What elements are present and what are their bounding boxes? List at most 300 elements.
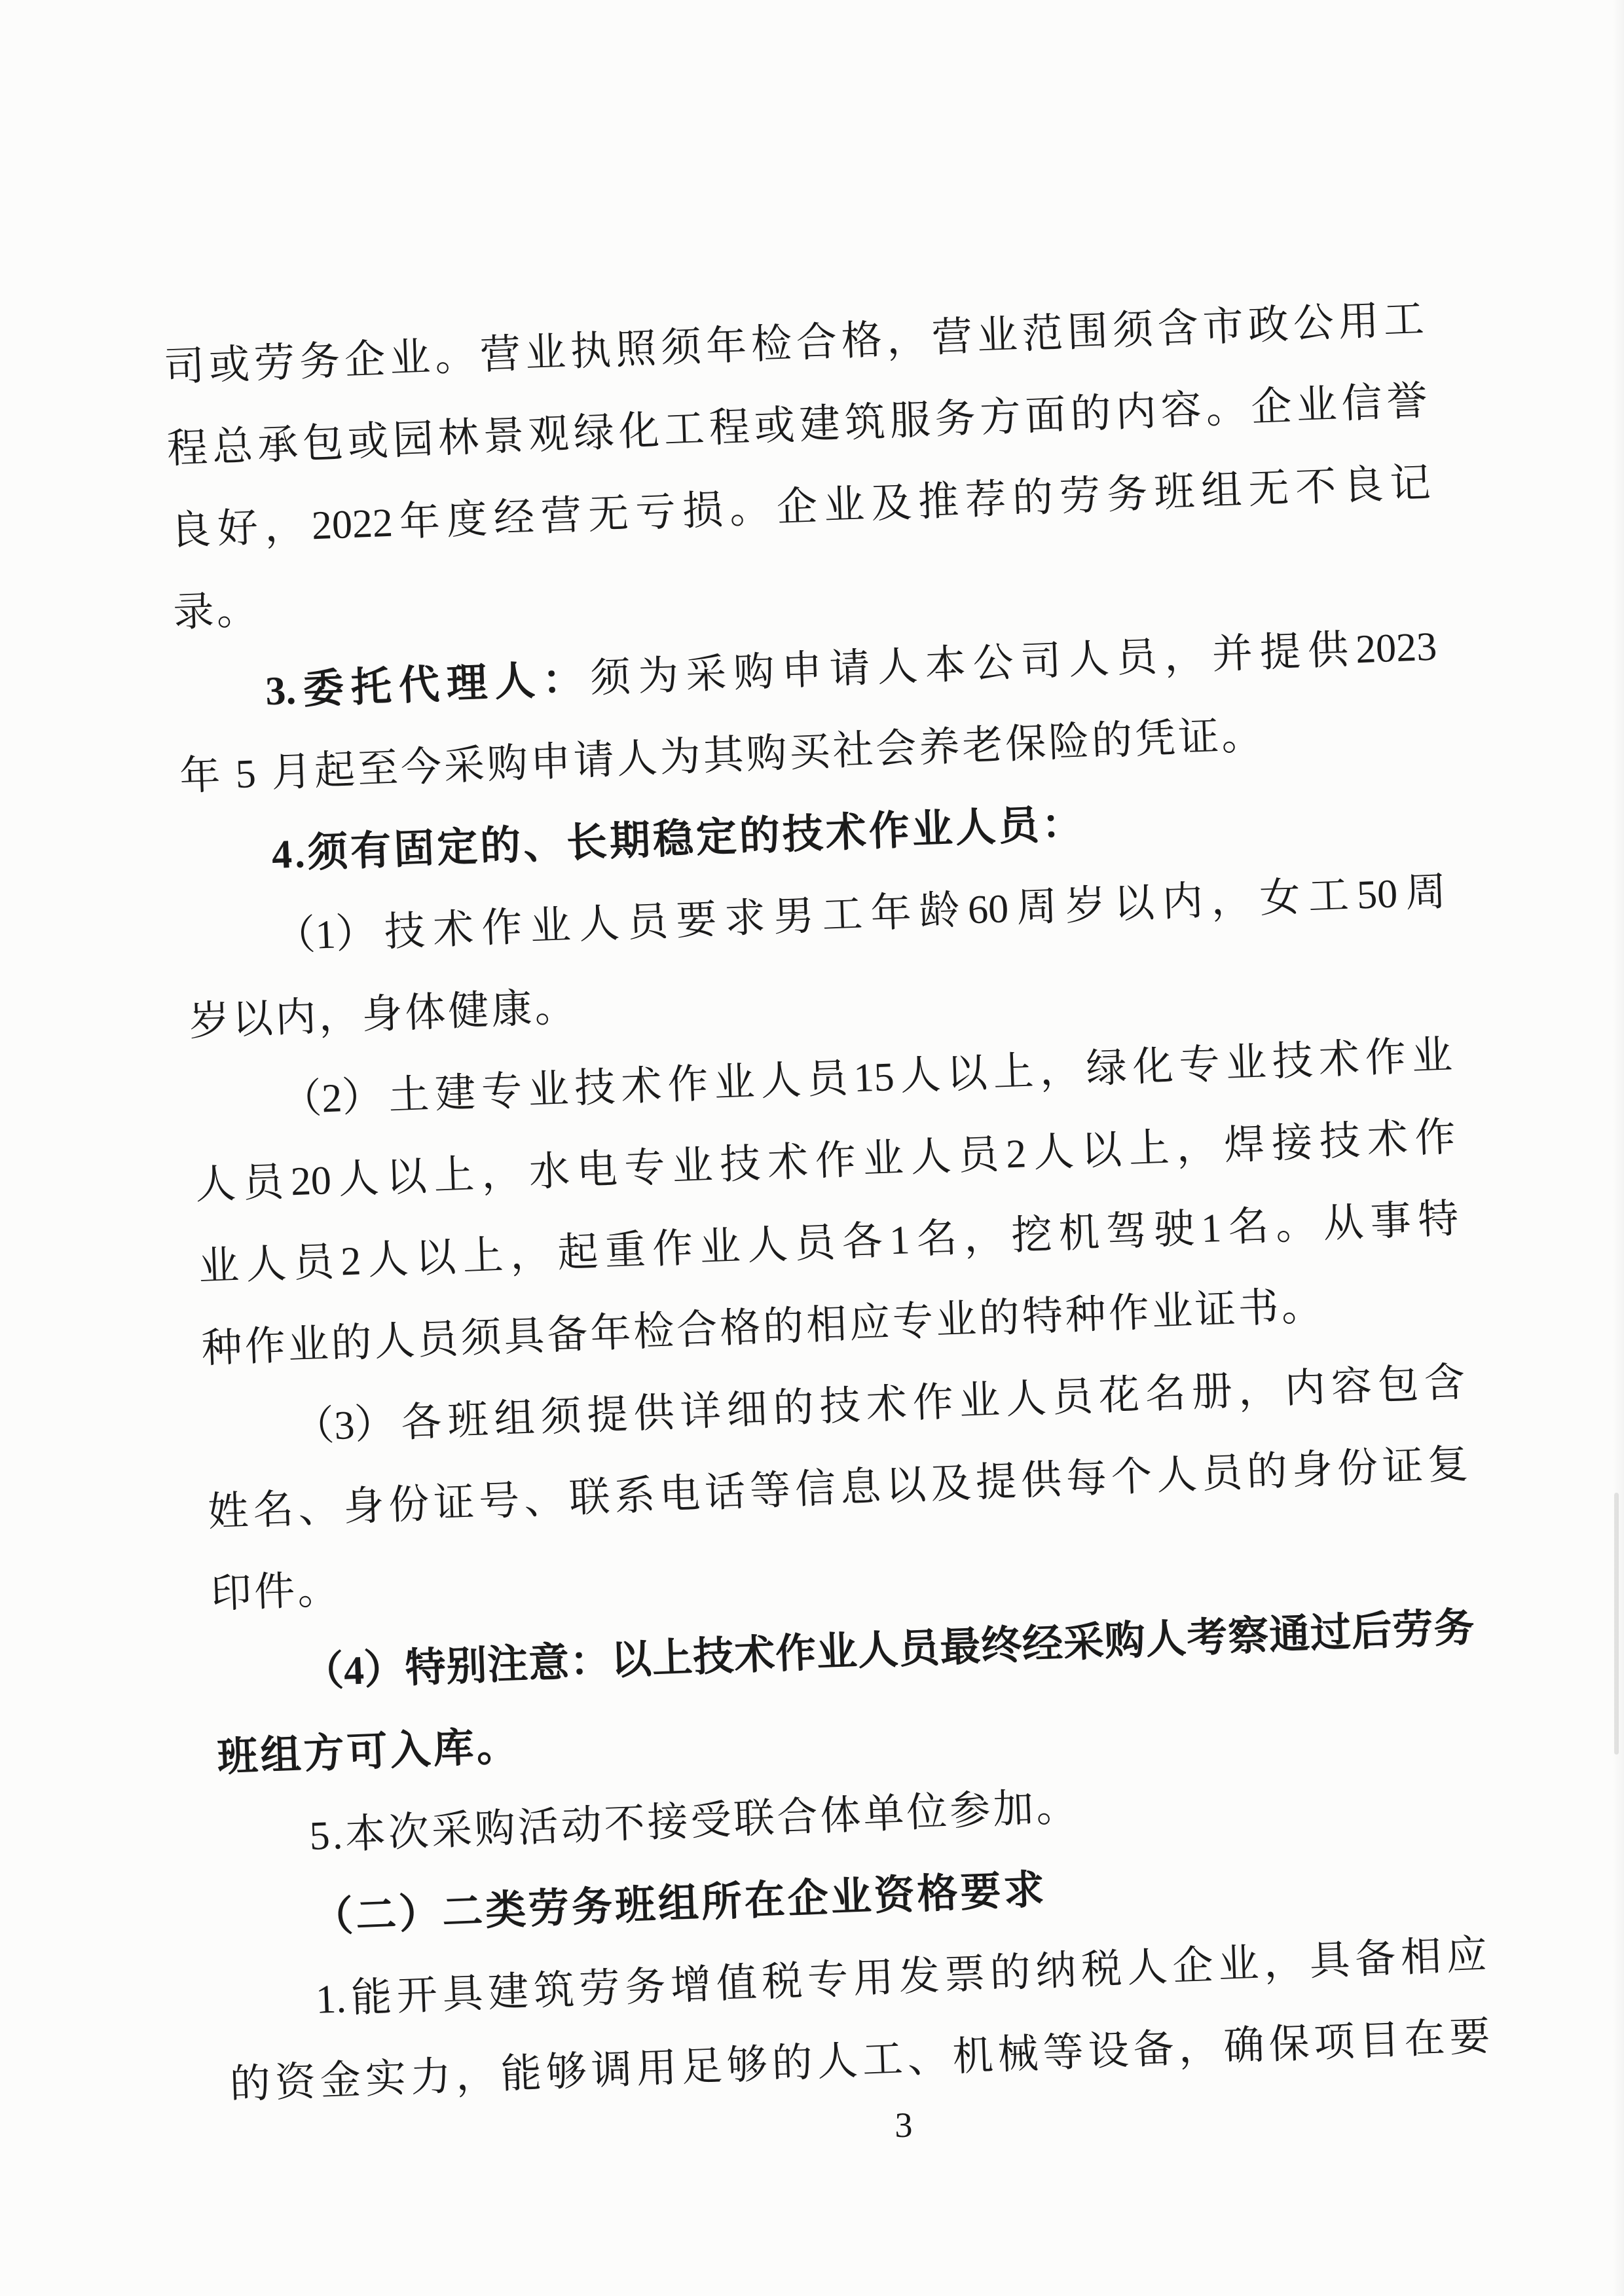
text-token: （1） xyxy=(274,911,378,960)
text-token: 业 xyxy=(388,335,432,382)
text-token: 税 xyxy=(1080,1946,1123,1993)
text-token: 上 xyxy=(651,1635,693,1682)
text-run: 录。 xyxy=(172,587,261,636)
text-token: 业 xyxy=(699,1224,741,1271)
text-token: 业 xyxy=(671,1143,714,1190)
text-token: 等 xyxy=(748,1468,792,1514)
text-token: 调 xyxy=(590,2047,633,2094)
text-token: 作 xyxy=(651,1226,694,1273)
text-token: 术 xyxy=(432,907,475,953)
text-token: 以 xyxy=(1080,1127,1123,1175)
text-token: 人 xyxy=(899,1053,942,1099)
text-token: 保 xyxy=(1268,2021,1310,2068)
text-token: 作 xyxy=(912,1379,955,1427)
text-token: 人 xyxy=(493,659,536,705)
text-token: 荐 xyxy=(964,477,1007,524)
text-token: 业 xyxy=(524,330,567,376)
text-token: 发 xyxy=(898,1954,940,2000)
text-token: 技 xyxy=(1271,1038,1314,1085)
text-token: 良 xyxy=(169,507,212,554)
text-token: 纳 xyxy=(1035,1948,1077,1995)
text-token: 技 xyxy=(819,1383,862,1430)
text-token: 备 xyxy=(1354,1936,1397,1982)
scan-edge-shadow xyxy=(1612,0,1624,2296)
text-token: 须 xyxy=(589,655,632,702)
text-token: 话 xyxy=(703,1470,747,1516)
text-token: 各 xyxy=(400,1399,443,1446)
text-run: 年 5 月起至今采购申请人为其购买社会养老保险的凭证。 xyxy=(178,712,1266,799)
text-run: 印件。 xyxy=(210,1567,342,1617)
text-token: 要 xyxy=(675,898,718,944)
text-token: （3） xyxy=(293,1401,396,1450)
text-token: 作 xyxy=(774,1631,817,1677)
text-token: 确 xyxy=(1223,2023,1265,2069)
text-token: 损 xyxy=(681,488,724,534)
text-token: 工 xyxy=(1307,873,1350,920)
text-token: 份 xyxy=(1336,1446,1379,1492)
text-token: 60 xyxy=(967,886,1010,933)
text-token: 细 xyxy=(726,1387,768,1434)
text-token: 并 xyxy=(1211,631,1254,678)
text-token: 业 xyxy=(1295,382,1338,429)
text-token: 及 xyxy=(929,1461,972,1508)
text-token: 男 xyxy=(772,894,815,940)
text-token: 人 xyxy=(245,1241,287,1288)
text-token: 、 xyxy=(906,2035,950,2082)
text-token: 人 xyxy=(367,1237,410,1283)
text-token: 焊 xyxy=(1223,1122,1266,1169)
text-token: 良 xyxy=(1342,462,1384,509)
text-token: 申 xyxy=(781,647,823,695)
text-token: 专 xyxy=(806,1957,849,2003)
text-token: 够 xyxy=(545,2049,588,2096)
text-token: 检 xyxy=(750,321,793,368)
text-token: 组 xyxy=(1200,467,1243,515)
text-token: 1 xyxy=(1200,1205,1223,1252)
text-token: 最 xyxy=(939,1624,982,1671)
text-token: 术 xyxy=(1318,1036,1361,1083)
text-token: 劳 xyxy=(1058,473,1101,520)
text-token: 人 xyxy=(1126,1944,1169,1992)
text-token: 包 xyxy=(1376,1362,1420,1408)
text-token: 景 xyxy=(482,413,525,460)
text-token: 值 xyxy=(715,1961,758,2007)
text-token: 总 xyxy=(211,424,254,471)
text-token: 作 xyxy=(1414,1115,1456,1161)
text-token: 建 xyxy=(487,1969,530,2016)
text-token: 电 xyxy=(658,1471,701,1518)
text-token: 具 xyxy=(1308,1938,1351,1984)
text-token: 以 xyxy=(946,1051,988,1097)
text-token: 号 xyxy=(478,1478,521,1525)
text-token: 业 xyxy=(197,1243,240,1290)
text-token: 公 xyxy=(1292,301,1335,347)
text-token: ， xyxy=(1175,1124,1218,1171)
text-token: 建 xyxy=(434,1070,477,1117)
text-token: 请 xyxy=(828,646,871,693)
text-token: 周 xyxy=(1016,884,1058,931)
text-token: 1. xyxy=(314,1977,347,2022)
text-token: 作 xyxy=(481,905,523,951)
text-token: 能 xyxy=(500,2050,543,2098)
text-token: 20 xyxy=(289,1158,333,1205)
text-run: （二）二类劳务班组所在企业资格要求 xyxy=(312,1867,1048,1941)
text-token: 格 xyxy=(840,318,883,365)
text-token: 力 xyxy=(409,2054,452,2101)
text-token: 上 xyxy=(433,1152,475,1199)
text-token: 人 xyxy=(1067,636,1111,683)
text-token: 人 xyxy=(1145,1616,1187,1663)
text-token: 务 xyxy=(934,396,977,443)
text-token: 资 xyxy=(274,2059,317,2106)
text-token: 。 xyxy=(1205,386,1247,432)
text-token: 年 xyxy=(398,498,441,545)
text-token: 业 xyxy=(822,483,866,529)
text-token: 复 xyxy=(1426,1442,1469,1489)
text-token: 化 xyxy=(1132,1044,1175,1090)
text-token: 税 xyxy=(761,1959,803,2005)
text-token: 实 xyxy=(364,2056,407,2103)
text-token: 采 xyxy=(685,651,728,698)
text-token: 详 xyxy=(679,1389,722,1435)
text-token: 的 xyxy=(989,1950,1032,1997)
text-token: 包 xyxy=(301,420,344,467)
text-token: 公 xyxy=(972,640,1015,687)
text-token: 专 xyxy=(481,1068,523,1116)
text-token: 足 xyxy=(680,2044,724,2090)
text-token: （4） xyxy=(302,1647,406,1696)
text-token: 供 xyxy=(1306,627,1350,674)
text-token: 业 xyxy=(713,1060,756,1106)
text-token: 记 xyxy=(1389,460,1431,507)
text-token: 系 xyxy=(614,1473,656,1520)
text-token: 人 xyxy=(337,1156,380,1203)
text-token: 员 xyxy=(806,1056,849,1103)
text-run: 5.本次采购活动不接受联合体单位参加。 xyxy=(308,1784,1080,1859)
text-token: 员 xyxy=(898,1626,940,1673)
text-token: 工 xyxy=(663,407,706,453)
text-token: 过 xyxy=(1309,1610,1352,1657)
text-token: 各 xyxy=(841,1218,884,1266)
text-token: 起 xyxy=(557,1230,599,1276)
text-token: 务 xyxy=(298,338,341,385)
text-token: 考 xyxy=(1186,1615,1228,1662)
text-token: 员 xyxy=(242,1159,285,1207)
text-token: 观 xyxy=(527,412,570,458)
text-token: 方 xyxy=(979,394,1022,441)
text-token: 人 xyxy=(578,901,621,948)
text-token: 人 xyxy=(760,1058,802,1104)
text-token: 含 xyxy=(1156,306,1200,352)
text-token: 筑 xyxy=(843,399,887,446)
text-token: 企 xyxy=(1250,384,1293,431)
text-token: 开 xyxy=(396,1973,439,2020)
text-token: 务 xyxy=(1106,471,1149,518)
text-run: 班组方可入库。 xyxy=(216,1724,521,1781)
text-token: 业 xyxy=(1217,1941,1260,1988)
text-token: 术 xyxy=(620,1063,663,1110)
text-token: 提 xyxy=(974,1459,1018,1506)
text-token: 人 xyxy=(857,1628,900,1674)
text-token: 无 xyxy=(1247,466,1290,513)
text-token: 女 xyxy=(1259,875,1301,922)
text-token: 企 xyxy=(775,484,819,531)
text-token: 承 xyxy=(256,422,299,469)
text-token: 务 xyxy=(1433,1605,1475,1652)
text-token: 司 xyxy=(163,344,206,390)
text-token: 企 xyxy=(343,337,386,384)
text-token: 龄 xyxy=(918,888,961,935)
text-token: 工 xyxy=(821,892,864,938)
text-token: 2 xyxy=(340,1239,362,1285)
text-token: 本 xyxy=(924,642,967,689)
text-token: 化 xyxy=(618,408,661,455)
text-token: ， xyxy=(1237,1367,1280,1414)
text-token: 程 xyxy=(166,426,209,472)
text-token: 。 xyxy=(728,486,771,532)
text-token: 应 xyxy=(1445,1933,1488,1979)
text-token: 年 xyxy=(870,890,912,937)
text-token: 增 xyxy=(669,1962,712,2009)
text-token: 提 xyxy=(586,1392,629,1439)
text-token: 供 xyxy=(1020,1457,1063,1504)
text-token: 名 xyxy=(1227,1204,1270,1250)
text-token: 业 xyxy=(976,312,1019,359)
text-token: ， xyxy=(263,503,306,551)
text-token: 以 xyxy=(414,1235,457,1282)
text-token: 度 xyxy=(445,497,489,543)
text-token: 后 xyxy=(1350,1609,1393,1655)
text-token: 班 xyxy=(447,1398,489,1444)
text-token: ， xyxy=(1177,2024,1220,2071)
text-run: 岁以内，身体健康。 xyxy=(188,985,579,1045)
text-token: 技 xyxy=(383,909,426,955)
text-token: 托 xyxy=(350,664,393,711)
text-token: 等 xyxy=(1042,2030,1084,2077)
text-token: 人 xyxy=(1155,1452,1198,1499)
text-token: 、 xyxy=(523,1476,566,1523)
text-token: ， xyxy=(1210,877,1253,924)
text-token: 技 xyxy=(574,1065,616,1112)
text-token: 工 xyxy=(1382,297,1426,344)
text-token: 术 xyxy=(733,1632,776,1679)
text-token: 目 xyxy=(1358,2018,1401,2064)
text-token: 上 xyxy=(992,1049,1035,1096)
text-token: 人 xyxy=(876,644,919,691)
text-token: 、 xyxy=(297,1485,340,1532)
text-token: 意 xyxy=(527,1640,570,1686)
text-token: ： xyxy=(541,657,584,704)
text-token: 械 xyxy=(997,2032,1040,2078)
text-token: 员 xyxy=(1051,1374,1094,1421)
text-token: 技 xyxy=(692,1634,735,1681)
text-token: 以 xyxy=(385,1154,428,1201)
text-token: 证 xyxy=(1381,1444,1424,1490)
text-token: 业 xyxy=(1225,1040,1268,1087)
text-token: 以 xyxy=(884,1463,927,1509)
text-token: 岁 xyxy=(1064,883,1107,929)
text-token: 企 xyxy=(1172,1943,1214,1990)
text-token: 作 xyxy=(814,1138,857,1184)
text-token: 息 xyxy=(839,1465,882,1511)
text-token: 人 xyxy=(746,1222,789,1269)
text-token: 司 xyxy=(1020,638,1063,685)
text-token: 执 xyxy=(569,328,612,375)
text-token: 身 xyxy=(1291,1447,1334,1494)
text-token: 范 xyxy=(1021,311,1064,357)
text-token: ， xyxy=(454,2052,498,2099)
text-token: 够 xyxy=(726,2042,769,2088)
text-token: 业 xyxy=(529,903,572,950)
text-token: 术 xyxy=(766,1140,809,1186)
text-token: 业 xyxy=(1411,1033,1454,1080)
text-token: 具 xyxy=(441,1971,484,2018)
text-token: 市 xyxy=(1202,304,1245,350)
text-token: 或 xyxy=(753,403,796,450)
text-token: 以 xyxy=(1113,881,1156,927)
text-token: ， xyxy=(1039,1048,1081,1094)
text-token: 驾 xyxy=(1105,1209,1148,1255)
text-token: 好 xyxy=(216,505,259,552)
document-body-text xyxy=(162,279,1492,2126)
text-token: 册 xyxy=(1190,1369,1234,1415)
text-token: 信 xyxy=(1340,380,1383,427)
text-token: 重 xyxy=(604,1228,647,1275)
text-token: 劳 xyxy=(253,340,296,387)
text-token: 林 xyxy=(437,415,480,462)
text-token: 围 xyxy=(1066,309,1109,355)
text-token: 15 xyxy=(853,1054,895,1101)
text-token: （2） xyxy=(280,1074,384,1123)
text-token: 员 xyxy=(292,1240,335,1286)
text-token: 业 xyxy=(815,1629,858,1676)
text-token: 票 xyxy=(943,1952,986,1998)
text-token: 采 xyxy=(1062,1620,1105,1666)
text-token: 人 xyxy=(910,1134,952,1181)
text-token: 姓 xyxy=(207,1489,249,1535)
text-token: 驶 xyxy=(1153,1207,1196,1253)
text-token: 的 xyxy=(771,2040,814,2087)
text-token: 作 xyxy=(667,1061,709,1108)
text-token: 3. xyxy=(265,668,297,714)
text-token: 的 xyxy=(772,1385,815,1432)
text-token: 经 xyxy=(492,495,536,541)
text-token: 员 xyxy=(794,1220,836,1267)
text-token: 的 xyxy=(1069,391,1112,437)
text-token: 从 xyxy=(1322,1200,1365,1247)
text-token: 2023 xyxy=(1354,624,1438,672)
text-token: 容 xyxy=(1160,388,1202,434)
text-token: 周 xyxy=(1405,869,1447,916)
text-token: 营 xyxy=(931,314,974,361)
text-token: 特 xyxy=(404,1645,447,1692)
page-number: 3 xyxy=(895,2105,913,2145)
text-token: 上 xyxy=(462,1233,504,1280)
text-token: 劳 xyxy=(1392,1607,1434,1654)
text-token: 为 xyxy=(637,653,680,700)
text-token: 人 xyxy=(1032,1129,1075,1176)
text-token: 花 xyxy=(1098,1372,1141,1419)
text-token: 业 xyxy=(862,1136,905,1182)
text-token: 的 xyxy=(229,2061,272,2107)
text-token: 员 xyxy=(626,900,669,946)
text-token: 求 xyxy=(724,896,767,942)
text-token: 业 xyxy=(958,1378,1001,1425)
text-token: 。 xyxy=(434,333,477,380)
text-token: 用 xyxy=(635,2045,678,2092)
text-token: ， xyxy=(885,316,929,363)
text-token: 名 xyxy=(252,1487,295,1533)
text-token: 挖 xyxy=(1010,1212,1053,1259)
text-token: ， xyxy=(1263,1939,1306,1986)
text-token: 代 xyxy=(397,663,441,709)
text-token: 金 xyxy=(319,2058,362,2104)
text-token: 政 xyxy=(1247,302,1290,349)
text-token: ， xyxy=(963,1214,1006,1260)
text-token: 术 xyxy=(1366,1116,1409,1163)
text-token: ， xyxy=(480,1150,523,1197)
text-token: 无 xyxy=(587,491,630,538)
text-token: 经 xyxy=(1021,1621,1064,1668)
text-token: 组 xyxy=(493,1396,536,1442)
text-token: 的 xyxy=(1246,1449,1289,1495)
text-token: 照 xyxy=(614,327,657,373)
text-run: 4.须有固定的、长期稳定的技术作业人员： xyxy=(270,801,1086,878)
text-token: 在 xyxy=(1403,2016,1446,2063)
text-token: 人 xyxy=(816,2039,859,2085)
text-token: 人 xyxy=(194,1161,237,1208)
text-token: 建 xyxy=(798,401,841,448)
text-token: 能 xyxy=(350,1975,393,2021)
text-token: 接 xyxy=(1270,1120,1314,1167)
text-token: 技 xyxy=(1318,1118,1361,1165)
text-token: 员 xyxy=(1115,635,1158,682)
text-token: 专 xyxy=(1178,1042,1221,1089)
text-token: 设 xyxy=(1087,2028,1130,2075)
text-token: 提 xyxy=(1259,629,1302,676)
text-token: 水 xyxy=(528,1149,571,1195)
text-token: 的 xyxy=(1011,475,1054,522)
text-token: 员 xyxy=(957,1132,1000,1179)
text-token: 1 xyxy=(889,1218,911,1264)
text-token: 购 xyxy=(733,649,775,696)
text-token: 察 xyxy=(1227,1613,1270,1660)
text-token: 合 xyxy=(795,319,838,366)
text-token: 年 xyxy=(705,323,748,370)
text-token: 服 xyxy=(889,398,932,445)
text-token: 相 xyxy=(1399,1934,1443,1981)
text-token: 务 xyxy=(624,1964,667,2011)
text-token: 园 xyxy=(392,417,435,464)
text-token: 筑 xyxy=(532,1967,576,2014)
text-token: 项 xyxy=(1313,2020,1356,2066)
text-token: 名 xyxy=(1144,1371,1187,1417)
text-token: 注 xyxy=(487,1642,529,1688)
text-token: 程 xyxy=(708,405,751,452)
text-token: 个 xyxy=(1110,1454,1153,1501)
text-token: 联 xyxy=(568,1475,611,1522)
text-token: 推 xyxy=(917,479,960,525)
text-token: 以 xyxy=(610,1637,653,1684)
text-token: 理 xyxy=(445,661,489,707)
text-token: 要 xyxy=(1449,2014,1491,2061)
text-token: 特 xyxy=(1417,1197,1460,1243)
text-token: 劳 xyxy=(578,1966,621,2013)
text-token: 营 xyxy=(479,332,522,378)
text-token: 面 xyxy=(1024,393,1067,439)
text-token: 亏 xyxy=(634,490,677,536)
text-token: 机 xyxy=(1058,1211,1101,1257)
